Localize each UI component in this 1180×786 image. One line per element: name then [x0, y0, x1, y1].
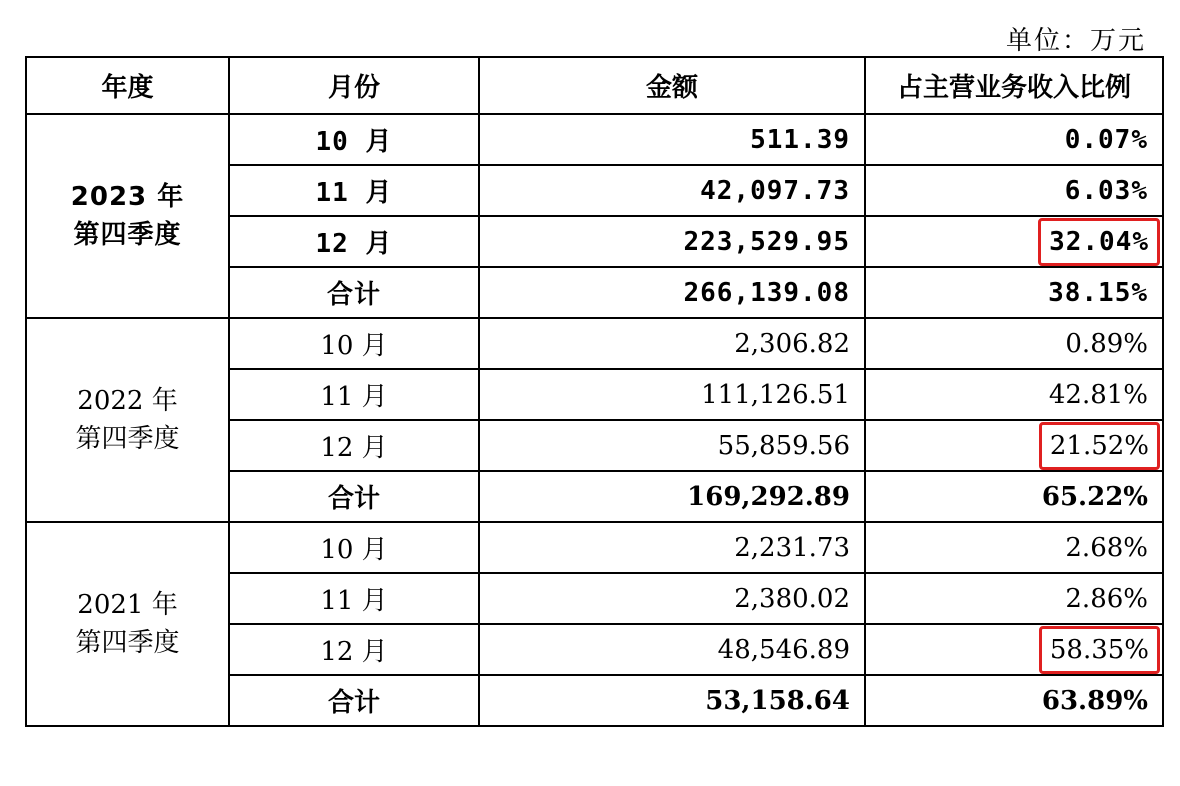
table-row — [26, 522, 1163, 573]
year-label: 2023 年 — [70, 182, 185, 212]
amount-cell: 223,529.95 — [479, 216, 865, 267]
year-label: 2021 年 — [77, 590, 178, 620]
total-label: 合计 — [229, 267, 479, 318]
month-cell: 11 月 — [229, 573, 479, 624]
amount-cell: 2,380.02 — [479, 573, 865, 624]
amount-cell: 2,231.73 — [479, 522, 865, 573]
ratio-cell — [865, 624, 1163, 675]
total-label: 合计 — [229, 471, 479, 522]
unit-label: 单位：万元 — [1005, 26, 1146, 56]
ratio-cell: 0.07% — [865, 114, 1163, 165]
revenue-table — [25, 56, 1164, 727]
month-cell: 10 月 — [229, 114, 479, 165]
year-cell — [26, 114, 229, 318]
month-cell: 10 月 — [229, 522, 479, 573]
highlight-box: 58.35% — [1039, 626, 1160, 674]
total-amount: 53,158.64 — [479, 675, 865, 726]
quarter-label: 第四季度 — [75, 628, 180, 658]
year-cell — [26, 522, 229, 726]
header-month: 月份 — [229, 57, 479, 114]
ratio-cell: 42.81% — [865, 369, 1163, 420]
ratio-cell: 2.68% — [865, 522, 1163, 573]
month-cell: 12 月 — [229, 216, 479, 267]
month-cell: 12 月 — [229, 624, 479, 675]
total-amount: 169,292.89 — [479, 471, 865, 522]
amount-cell: 55,859.56 — [479, 420, 865, 471]
highlight-box: 21.52% — [1039, 422, 1160, 470]
month-cell: 10 月 — [229, 318, 479, 369]
total-label: 合计 — [229, 675, 479, 726]
header-year: 年度 — [26, 57, 229, 114]
total-amount: 266,139.08 — [479, 267, 865, 318]
ratio-cell — [865, 420, 1163, 471]
year-cell — [26, 318, 229, 522]
amount-cell: 511.39 — [479, 114, 865, 165]
month-cell: 12 月 — [229, 420, 479, 471]
amount-cell: 2,306.82 — [479, 318, 865, 369]
month-cell: 11 月 — [229, 369, 479, 420]
quarter-label: 第四季度 — [73, 220, 182, 250]
highlight-box: 32.04% — [1038, 218, 1160, 266]
amount-cell: 111,126.51 — [479, 369, 865, 420]
year-label: 2022 年 — [77, 386, 178, 416]
table-row — [26, 318, 1163, 369]
table-row — [26, 114, 1163, 165]
month-cell: 11 月 — [229, 165, 479, 216]
table-header-row — [26, 57, 1163, 114]
ratio-cell: 0.89% — [865, 318, 1163, 369]
quarter-label: 第四季度 — [75, 424, 180, 454]
ratio-cell: 6.03% — [865, 165, 1163, 216]
ratio-cell: 2.86% — [865, 573, 1163, 624]
amount-cell: 48,546.89 — [479, 624, 865, 675]
amount-cell: 42,097.73 — [479, 165, 865, 216]
total-ratio: 65.22% — [865, 471, 1163, 522]
header-amount: 金额 — [479, 57, 865, 114]
total-ratio: 63.89% — [865, 675, 1163, 726]
header-ratio: 占主营业务收入比例 — [865, 57, 1163, 114]
total-ratio: 38.15% — [865, 267, 1163, 318]
ratio-cell — [865, 216, 1163, 267]
